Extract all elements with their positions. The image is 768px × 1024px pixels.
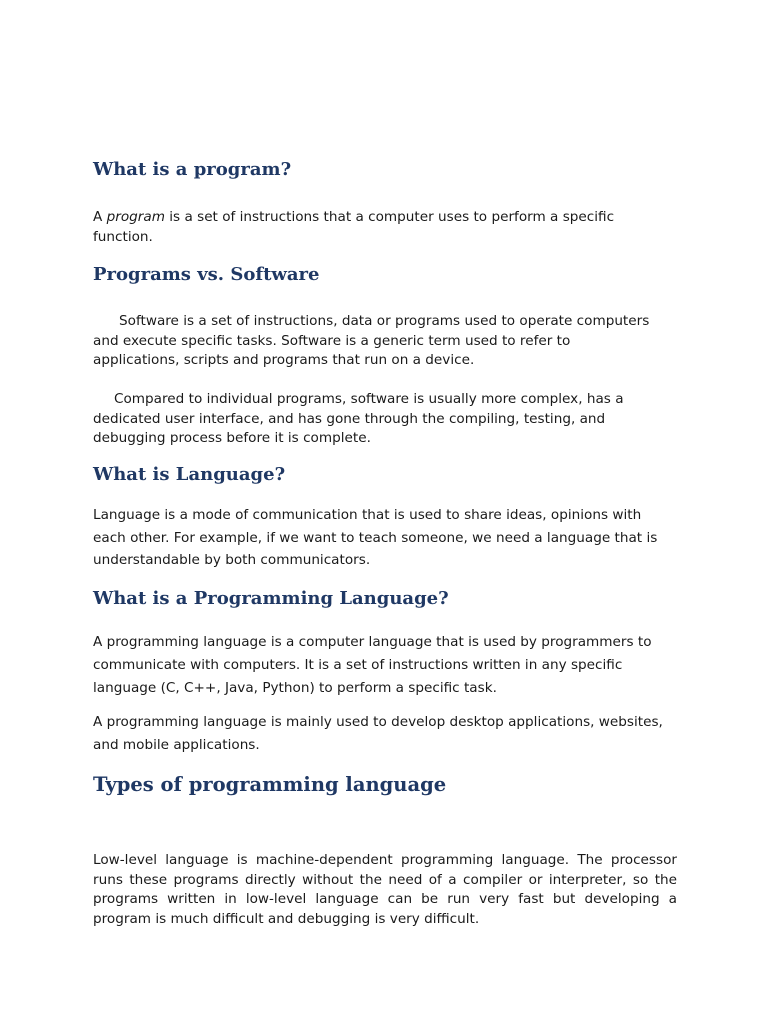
paragraph-program-definition: [93, 207, 677, 247]
paragraph-line: function.: [93, 229, 153, 245]
paragraph-line: applications, scripts and programs that run on a device.: [93, 352, 475, 368]
paragraph-line: program is much difficult and debugging is very difficult.: [93, 910, 480, 927]
heading-programs-vs-software: Programs vs. Software: [93, 264, 320, 285]
paragraph-line: dedicated user interface, and has gone through the compiling, testing, and: [93, 410, 606, 427]
paragraph-language-definition: [93, 504, 677, 572]
paragraph-line: and execute specific tasks. Software is a generic term used to refer to: [93, 332, 571, 349]
paragraph-programming-language-definition: [93, 631, 677, 700]
heading-what-is-a-program: What is a program?: [93, 159, 292, 180]
paragraph-software-comparison: [93, 390, 677, 449]
paragraph-line: programs written in low-level language can be run very fast but developing a: [93, 891, 677, 907]
paragraph-line: A programming language is a computer language that is used by programmers to: [93, 634, 652, 650]
heading-what-is-a-programming-language: What is a Programming Language?: [93, 588, 449, 609]
paragraph-line: and mobile applications.: [93, 737, 260, 753]
paragraph-line: understandable by both communicators.: [93, 552, 371, 568]
paragraph-software-definition: [93, 312, 677, 371]
paragraph-line: Compared to individual programs, software is usually more complex, has a: [114, 391, 624, 407]
paragraph-line: communicate with computers. It is a set of instructions written in any specific: [93, 657, 623, 673]
paragraph-line: Low-level language is machine-dependent programming language. The processor: [93, 852, 677, 868]
heading-types-of-programming-language: Types of programming language: [93, 773, 447, 796]
emphasis-program: program: [106, 209, 165, 225]
paragraph-low-level-language: [93, 851, 677, 929]
paragraph-line: Software is a set of instructions, data or programs used to operate computers: [119, 313, 650, 329]
paragraph-line: debugging process before it is complete.: [93, 430, 371, 446]
paragraph-line: A program is a set of instructions that a computer uses to perform a specific: [93, 209, 615, 225]
paragraph-line: language (C, C++, Java, Python) to perform a specific task.: [93, 680, 497, 696]
paragraph-line: each other. For example, if we want to teach someone, we need a language that is: [93, 529, 658, 546]
heading-what-is-language: What is Language?: [93, 464, 286, 485]
paragraph-line: A programming language is mainly used to develop desktop applications, websites,: [93, 714, 663, 730]
paragraph-line: Language is a mode of communication that is used to share ideas, opinions with: [93, 507, 642, 523]
paragraph-line: runs these programs directly without the need of a compiler or interpreter, so the: [93, 871, 677, 888]
paragraph-programming-language-uses: [93, 711, 677, 757]
